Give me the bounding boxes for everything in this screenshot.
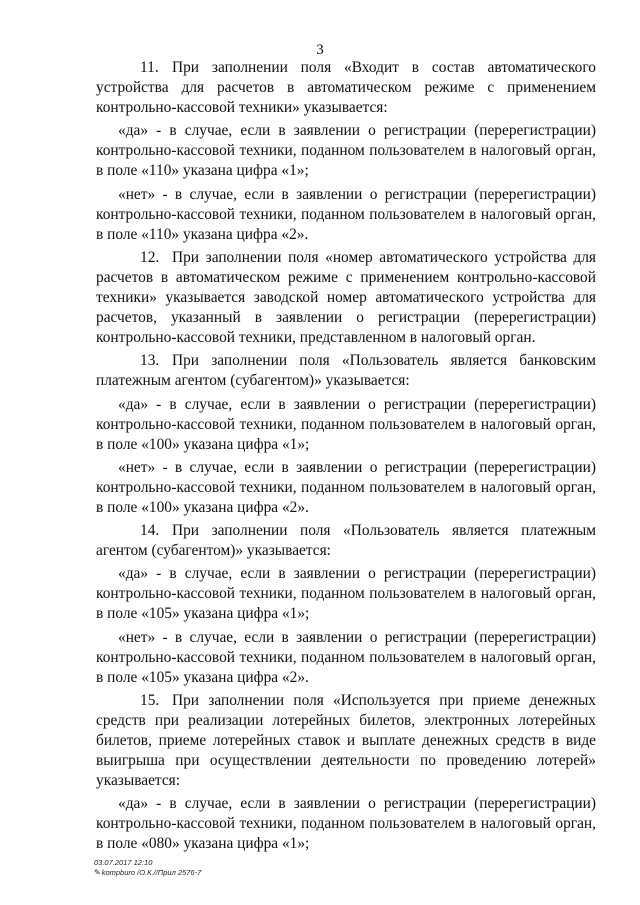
paragraph [96, 458, 596, 518]
paragraph [96, 794, 596, 854]
paragraph [96, 351, 596, 391]
paragraph-text: «да» - в случае, если в заявлении о регистрации (перерегистрации) контрольно-кассовой техники, поданном пользователем в налоговый орган, в поле «105» указана цифра «1»; [96, 565, 596, 623]
paragraph-text: «нет» - в случае, если в заявлении о регистрации (перерегистрации) контрольно-кассовой техники, поданном пользователем в налоговый орган, в поле «100» указана цифра «2». [96, 458, 596, 516]
paragraph-text: «да» - в случае, если в заявлении о регистрации (перерегистрации) контрольно-кассовой техники, поданном пользователем в налоговый орган, в поле «080» указана цифра «1»; [96, 795, 596, 853]
paragraph [96, 395, 596, 455]
paragraph [96, 248, 596, 348]
paragraph-text: При заполнении поля «Входит в состав автоматического устройства для расчетов в автоматическом режиме с применением контрольно-кассовой техники» указывается: [96, 59, 596, 117]
paragraph [96, 521, 596, 561]
paragraph-text: При заполнении поля «Пользователь является банковским платежным агентом (субагентом)» указывается: [96, 352, 596, 390]
item-number: 15. [140, 691, 160, 709]
paragraph-text: «да» - в случае, если в заявлении о регистрации (перерегистрации) контрольно-кассовой техники, поданном пользователем в налоговый орган, в поле «100» указана цифра «1»; [96, 395, 596, 453]
paragraph [96, 121, 596, 181]
document-body [96, 58, 596, 858]
paragraph-text: При заполнении поля «Пользователь является платежным агентом (субагентом)» указывается: [96, 522, 596, 560]
footer-author-line [94, 868, 201, 878]
paragraph-text: «нет» - в случае, если в заявлении о регистрации (перерегистрации) контрольно-кассовой техники, поданном пользователем в налоговый орган, в поле «105» указана цифра «2». [96, 628, 596, 686]
paragraph-text: «нет» - в случае, если в заявлении о регистрации (перерегистрации) контрольно-кассовой техники, поданном пользователем в налоговый орган, в поле «110» указана цифра «2». [96, 185, 596, 243]
footer-author: kompburo /О.К.//Прил 2576-7 [101, 868, 202, 877]
paragraph [96, 628, 596, 688]
footer-date: 03.07.2017 12:10 [94, 858, 153, 867]
paragraph [96, 564, 596, 624]
item-number: 14. [140, 522, 160, 540]
item-number: 11. [140, 59, 159, 76]
paragraph-text: При заполнении поля «номер автоматического устройства для расчетов в автоматическом режиме с применением контрольно-кассовой техники» указывается заводской номер автоматического устройства для расчетов, указанный в заявлении о регистрации (перерегистрации) контрольно-кассовой техники, представленном в налоговый орган. [96, 248, 596, 347]
document-footer [94, 858, 201, 878]
page-number: 3 [316, 42, 324, 58]
paragraph [96, 691, 596, 791]
paragraph-text: «да» - в случае, если в заявлении о регистрации (перерегистрации) контрольно-кассовой техники, поданном пользователем в налоговый орган, в поле «110» указана цифра «1»; [96, 122, 596, 180]
paragraph [96, 185, 596, 245]
item-number: 13. [140, 352, 160, 370]
item-number: 12. [140, 248, 160, 266]
paragraph [96, 58, 596, 118]
signature-icon: ✎ [94, 868, 101, 877]
paragraph-text: При заполнении поля «Используется при приеме денежных средств при реализации лотерейных билетов, электронных лотерейных билетов, приеме лотерейных ставок и выплате денежных средств в виде выигрыша при осуществлении деятельности по проведению лотерей» указывается: [96, 691, 596, 790]
